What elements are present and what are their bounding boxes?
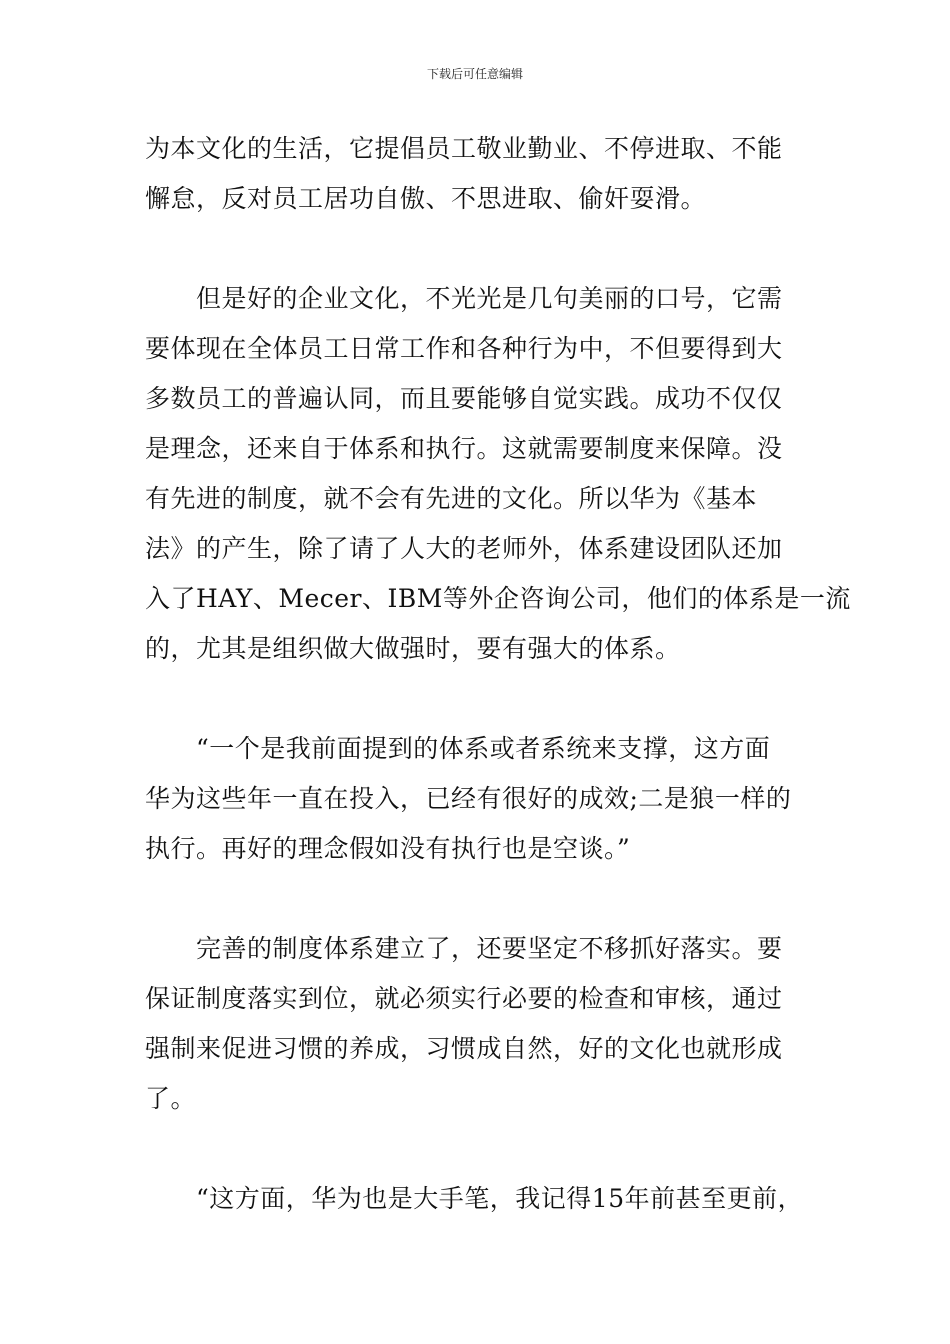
paragraph-4 <box>145 924 809 1124</box>
text-line: “这方面，华为也是大手笔，我记得15年前甚至更前， <box>145 1184 804 1213</box>
text-line: 的，尤其是组织做大做强时，要有强大的体系。 <box>145 634 681 663</box>
text-line: 多数员工的普遍认同，而且要能够自觉实践。成功不仅仅 <box>145 384 783 413</box>
text-line: 了。 <box>145 1084 197 1113</box>
paragraph-2 <box>145 274 851 674</box>
text-line: 入了HAY、Mecer、IBM等外企咨询公司，他们的体系是一流 <box>145 584 851 613</box>
text-line: 要体现在全体员工日常工作和各种行为中，不但要得到大 <box>145 334 783 363</box>
text-line: 为本文化的生活，它提倡员工敬业勤业、不停进取、不能 <box>145 134 783 163</box>
text-line: 但是好的企业文化，不光光是几句美丽的口号，它需 <box>145 284 783 313</box>
text-line: 懈怠，反对员工居功自傲、不思进取、偷奸耍滑。 <box>145 184 707 213</box>
text-line: “一个是我前面提到的体系或者系统来支撑，这方面 <box>145 734 771 763</box>
paragraph-5 <box>145 1174 809 1224</box>
text-line: 是理念，还来自于体系和执行。这就需要制度来保障。没 <box>145 434 783 463</box>
text-line: 强制来促进习惯的养成，习惯成自然，好的文化也就形成 <box>145 1034 783 1063</box>
page-header: 下载后可任意编辑 <box>426 67 523 81</box>
paragraph-1 <box>145 124 809 224</box>
text-line: 执行。再好的理念假如没有执行也是空谈。” <box>145 834 631 863</box>
document-body <box>145 124 851 1224</box>
text-line: 完善的制度体系建立了，还要坚定不移抓好落实。要 <box>145 934 783 963</box>
paragraph-3 <box>145 724 809 874</box>
text-line: 法》的产生，除了请了人大的老师外，体系建设团队还加 <box>145 534 783 563</box>
text-line: 华为这些年一直在投入，已经有很好的成效;二是狼一样的 <box>145 784 792 813</box>
text-line: 保证制度落实到位，就必须实行必要的检查和审核，通过 <box>145 984 783 1013</box>
text-line: 有先进的制度，就不会有先进的文化。所以华为《基本 <box>145 484 758 513</box>
